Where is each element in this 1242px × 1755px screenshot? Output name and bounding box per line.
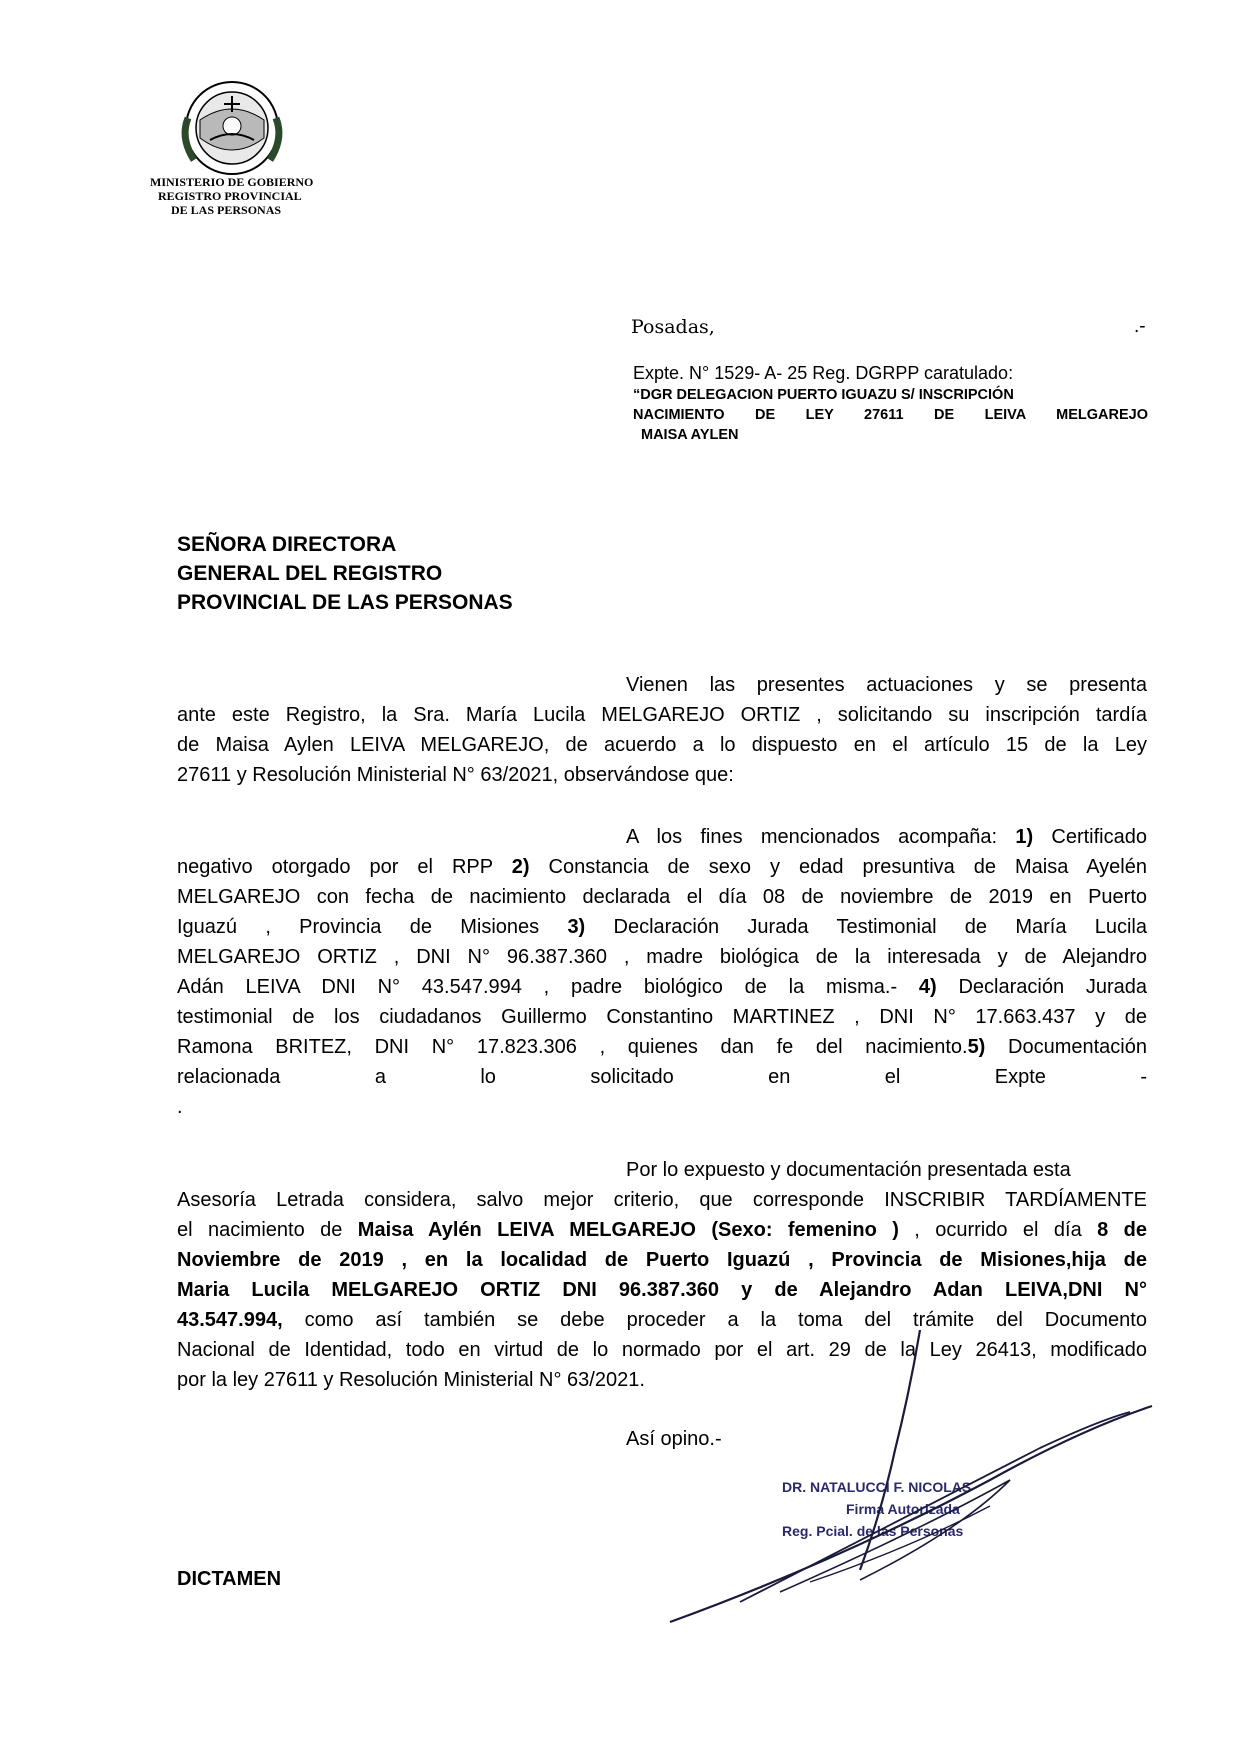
ministry-line: DE LAS PERSONAS [171,203,282,217]
closing-statement: Así opino.- [626,1428,722,1450]
document-type-label: DICTAMEN [177,1568,282,1590]
paragraph-line: por la ley 27611 y Resolución Ministerial N° 63/2021. [177,1369,645,1391]
addressee-line: PROVINCIAL DE LAS PERSONAS [177,591,513,614]
paragraph-1 [177,670,1147,790]
stamp-line: Firma Autorizada [846,1501,960,1517]
paragraph-line: Adán LEIVA DNI N° 43.547.994 , padre biológico de la misma.- 4) Declaración Jurada [177,976,1147,998]
paragraph-line: MELGAREJO ORTIZ , DNI N° 96.387.360 , madre biológica de la interesada y de Alejandro [177,946,1147,968]
paragraph-line: . [177,1096,183,1118]
paragraph-line: de Maisa Aylen LEIVA MELGAREJO, de acuerdo a lo dispuesto en el artículo 15 de la Ley [177,734,1147,756]
paragraph-line: ante este Registro, la Sra. María Lucila MELGAREJO ORTIZ , solicitando su inscripción tardía [177,704,1147,726]
paragraph-2 [177,822,1147,1122]
expediente-number: Expte. N° 1529- A- 25 Reg. DGRPP caratulado: [633,363,1014,383]
expediente-caratula [633,385,1148,445]
paragraph-line: MELGAREJO con fecha de nacimiento declarada el día 08 de noviembre de 2019 en Puerto [177,886,1147,908]
paragraph-line: relacionada a lo solicitado en el Expte - [177,1066,1147,1088]
paragraph-line: Por lo expuesto y documentación presentada esta [626,1159,1071,1181]
handwritten-signature [660,1330,1160,1630]
paragraph-line: Asesoría Letrada considera, salvo mejor criterio, que corresponde INSCRIBIR TARDÍAMENTE [177,1189,1147,1211]
paragraph-line: Iguazú , Provincia de Misiones 3) Declaración Jurada Testimonial de María Lucila [177,916,1147,938]
addressee-line: SEÑORA DIRECTORA [177,533,397,556]
coat-of-arms-seal [180,78,285,176]
paragraph-line: Noviembre de 2019 , en la localidad de Puerto Iguazú , Provincia de Misiones,hija de [177,1249,1147,1271]
paragraph-line: A los fines mencionados acompaña: 1) Certificado [626,826,1147,848]
paragraph-line: Ramona BRITEZ, DNI N° 17.823.306 , quienes dan fe del nacimiento.5) Documentación [177,1036,1147,1058]
stamp-line: DR. NATALUCCI F. NICOLAS [782,1479,972,1495]
caratula-line: “DGR DELEGACION PUERTO IGUAZU S/ INSCRIPCIÓN [633,387,1014,403]
paragraph-line: Maria Lucila MELGAREJO ORTIZ DNI 96.387.360 y de Alejandro Adan LEIVA,DNI N° [177,1279,1147,1301]
paragraph-line: 43.547.994, como así también se debe proceder a la toma del trámite del Documento [177,1309,1147,1331]
paragraph-line: negativo otorgado por el RPP 2) Constancia de sexo y edad presuntiva de Maisa Ayelén [177,856,1147,878]
place-label: Posadas, [631,316,715,338]
ministry-header [150,175,313,217]
paragraph-line: testimonial de los ciudadanos Guillermo Constantino MARTINEZ , DNI N° 17.663.437 y de [177,1006,1147,1028]
paragraph-line: Nacional de Identidad, todo en virtud de lo normado por el art. 29 de la Ley 26413, modificado [177,1339,1147,1361]
paragraph-line: Vienen las presentes actuaciones y se presenta [626,674,1147,696]
ministry-line: REGISTRO PROVINCIAL [158,189,302,203]
paragraph-line: 27611 y Resolución Ministerial N° 63/2021, observándose que: [177,764,734,786]
paragraph-line: el nacimiento de Maisa Aylén LEIVA MELGAREJO (Sexo: femenino ) , ocurrido el día 8 de [177,1219,1148,1241]
addressee [177,530,513,617]
addressee-line: GENERAL DEL REGISTRO [177,562,443,585]
ministry-line: MINISTERIO DE GOBIERNO [150,175,314,189]
place-suffix: .- [1134,316,1146,337]
stamp-line: Reg. Pcial. de las Personas [782,1523,964,1539]
caratula-line: MAISA AYLEN [641,427,739,443]
caratula-line: NACIMIENTO DE LEY 27611 DE LEIVA MELGAREJO [633,407,1148,423]
